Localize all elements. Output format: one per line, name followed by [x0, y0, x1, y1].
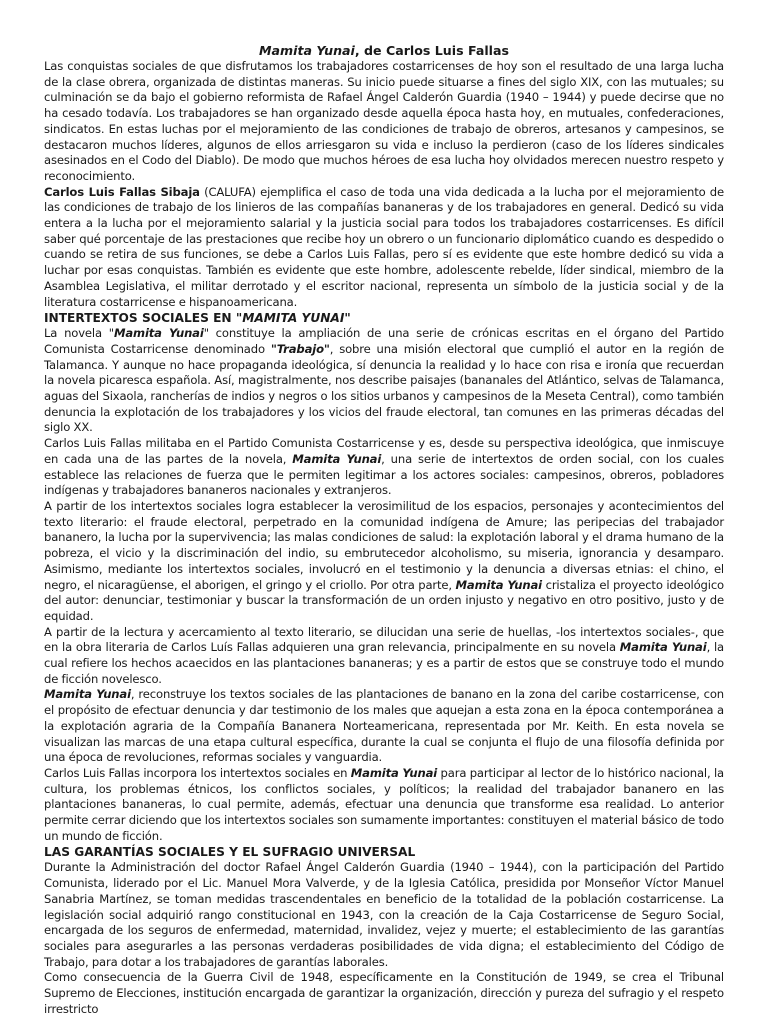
calufa-text: (CALUFA) ejemplifica el caso de toda una vida dedicada a la lucha por el mejoramiento de las condiciones de trabajo de los linieros de las compañías bananeras y de los trabajadores en general. Dedicó su vida entera a la lucha por el mejoramiento salarial y la justicia social para todos los trabajadores costarricenses. Es difícil saber qué porcentaje de las prestaciones que recibe hoy un obrero o un funcionario diplomático cuando es despedido o cuando se retira de sus funciones, se debe a Carlos Luis Fallas, pero sí es evidente que este hombre dedicó su vida a luchar por esas conquistas. También es evidente que este hombre, adolescente rebelde, líder sindical, miembro de la Asamblea Legislativa, el militar derrotado y el escritor nacional, representa un símbolo de la justicia social y de la literatura costarricense e hispanoamericana. — [44, 184, 724, 309]
paragraph-novela — [44, 326, 724, 436]
paragraph-reconstruye — [44, 687, 724, 766]
text-run: , sobre una misión electoral que cumplió el autor en la región de Talamanca. Y aunque no hace propaganda ideológica, sí denuncia la realidad y lo hace con risa e ironía que recuerdan la novela picaresca española. Así, magistralmente, nos describe paisajes (bananales del Atlántico, selvas de Talamanca, aguas del Sixaola, rancherías de indios y negros o los sitios urbanos y campesinos de la Meseta Central), como también denuncia la explotación de los trabajadores y los vicios del fraude electoral, tan comunes en las primeras décadas del siglo XX. — [44, 341, 725, 435]
paragraph-intro: Las conquistas sociales de que disfrutamos los trabajadores costarricenses de hoy son el resultado de una larga lucha de la clase obrera, organizada de distintas maneras. Su inicio puede situarse a fines del siglo XIX, con las mutuales; su culminación se da bajo el gobierno reformista de Rafael Ángel Calderón Guardia (1940 – 1944) y puede decirse que no ha cesado todavía. Los trabajadores se han organizado desde aquella época hasta hoy, en mutuales, confederaciones, sindicatos. En estas luchas por el mejoramiento de las condiciones de trabajo de obreros, artesanos y campesinos, se destacaron muchos líderes, algunos de ellos arriesgaron su vida e incluso la perdieron (caso de los líderes sindicales asesinados en el Codo del Diablo). De modo que muchos héroes de esa lucha hoy olvidados merecen nuestro respeto y reconocimiento. — [44, 59, 724, 183]
paragraph-calufa — [44, 185, 724, 311]
text-run: , reconstruye los textos sociales de las plantaciones de banano en la zona del caribe costarricense, con el propósito de efectuar denuncia y dar testimonio de los males que aquejan a esta zona en la época contemporánea a la explotación agraria de la Compañía Bananera Norteamericana, representada por Mr. Keith. En esta novela se visualizan las marcas de una etapa cultural específica, durante la cual se conjunta el flujo de una filosofía definida por una época de revoluciones, reformas sociales y vanguardia. — [44, 687, 724, 765]
text-run: , una serie de intertextos de orden social, con los cuales establece las relaciones de fuerza que le permiten legitimar a los actores sociales: campesinos, obreros, pobladores indígenas y trabajadores bananeros nacionales y extranjeros. — [44, 451, 724, 498]
paragraph-huellas — [44, 625, 724, 688]
book-title: Mamita Yunai — [292, 451, 382, 466]
paragraph-administracion: Durante la Administración del doctor Rafael Ángel Calderón Guardia (1940 – 1944), con la participación del Partido Comunista, liderado por el Lic. Manuel Mora Valverde, y de la Iglesia Católica, presidida por Monseñor Víctor Manuel Sanabria Martínez, se toman medidas trascendentales en beneficio de la totalidad de la población costarricense. La legislación social adquirió rango constitucional en 1943, con la creación de la Caja Costarricense de Seguro Social, encargada de los seguros de enfermedad, maternidad, invalidez, vejez y muerte; el establecimiento de las garantías sociales para asegurarles a las personas verdaderas posibilidades de vida digna; el establecimiento del Código de Trabajo, para dotar a los trabajadores de garantías laborales. — [44, 860, 724, 969]
section-heading-garantias: LAS GARANTÍAS SOCIALES Y EL SUFRAGIO UNIVERSAL — [44, 845, 416, 860]
book-title: Mamita Yunai — [455, 577, 543, 592]
book-title: Mamita Yunai — [619, 640, 707, 655]
heading-book: "MAMITA YUNAI" — [235, 311, 351, 326]
text-run: A partir de los intertextos sociales logra establecer la verosimilitud de los espacios, personajes y acontecimientos del texto literario: el fraude electoral, perpetrado en la comunidad indígena de Amure; las peripecias del trabajador bananero, la lucha por la supervivencia; las malas condiciones de salud: la explotación laboral y el drama humano de la pobreza, el vicio y la discriminación del indio, su embrutecedor alcoholismo, su miseria, ignorancia y desamparo. Asimismo, mediante los intertextos sociales, involucró en el testimonio y la denuncia a diversas etnias: el chino, el negro, el nicaragüense, el aborigen, el gringo y el criollo. Por otra parte, — [44, 498, 724, 592]
text-run: para participar al lector de lo histórico nacional, la cultura, los problemas étnicos, los conflictos sociales, y políticos; la realidad del trabajador bananero en las plantaciones bananeras, lo cual permite, además, efectuar una denuncia que transforme esa realidad. Lo anterior permite cerrar diciendo que los intertextos sociales son sumamente importantes: constituyen el material básico de todo un mundo de ficción. — [44, 765, 724, 843]
paragraph-verosimilitud — [44, 499, 724, 625]
text-run: La novela " — [44, 326, 114, 341]
text-run: " constituye la ampliación de una serie de crónicas escritas en el órgano del Partido Comunista Costarricense denominado — [44, 326, 725, 356]
text-run: Carlos Luis Fallas incorpora los intertextos sociales en — [44, 765, 351, 780]
book-title: Mamita Yunai — [44, 687, 131, 702]
text-run: Carlos Luis Fallas militaba en el Partido Comunista Costarricense y es, desde su perspectiva ideológica, que inmiscuye en cada una de las partes de la novela, — [44, 436, 724, 466]
section-heading-intertextos — [44, 310, 724, 326]
title-author: , de Carlos Luis Fallas — [354, 43, 509, 58]
text-run: A partir de la lectura y acercamiento al texto literario, se dilucidan una serie de huellas, -los intertextos sociales-, que en la obra literaria de Carlos Luís Fallas adquieren una gran relevancia, principalmente en su novela — [44, 624, 724, 655]
book-title: Mamita Yunai — [350, 765, 438, 780]
paragraph-militancia — [44, 436, 724, 499]
calufa-name: Carlos Luis Fallas Sibaja — [44, 184, 200, 199]
title-book-name: Mamita Yunai — [259, 43, 355, 58]
paragraph-guerra-civil: Como consecuencia de la Guerra Civil de 1948, específicamente en la Constitución de 1949, se crea el Tribunal Supremo de Elecciones, institución encargada de garantizar la organización, dirección y pureza del sufragio y el respeto irrestricto — [44, 970, 724, 1016]
document-title — [44, 42, 724, 59]
heading-text: INTERTEXTOS SOCIALES EN — [44, 311, 236, 326]
text-run: , la cual refiere los hechos acaecidos en las plantaciones bananeras; y es a partir de estos que se construye todo el mundo de ficción novelesco. — [44, 640, 724, 686]
text-run: cristaliza el proyecto ideológico del autor: denunciar, testimoniar y buscar la transformación de un orden injusto y negativo en otro positivo, justo y de equidad. — [44, 577, 725, 623]
book-title: Mamita Yunai — [113, 326, 204, 341]
paragraph-incorpora — [44, 766, 724, 845]
newspaper-title: "Trabajo" — [270, 341, 330, 356]
